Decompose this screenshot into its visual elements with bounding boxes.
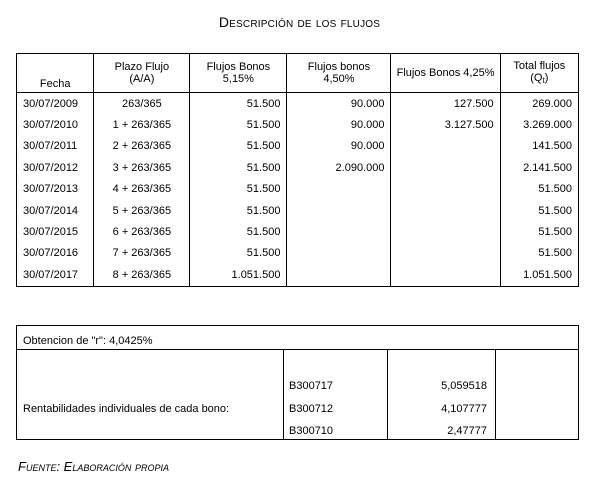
table-row [17,136,579,157]
cell-flujo-425 [391,264,500,286]
cell-fecha: 30/07/2011 [17,136,94,157]
bond-name: B300712 [289,403,334,415]
cell-total: 2.141.500 [500,157,578,178]
cell-flujo-515: 51.500 [190,93,287,115]
cell-total: 51.500 [500,200,578,221]
rentabilidades-label: Rentabilidades individuales de cada bono: [23,403,230,415]
cell-fecha: 30/07/2014 [17,200,94,221]
source-footer: Fuente: Elaboración propia [18,459,169,474]
table-row [17,243,579,264]
cell-total: 3.269.000 [500,114,578,135]
cell-flujo-515: 51.500 [190,221,287,242]
cell-fecha: 30/07/2017 [17,264,94,286]
flows-table [16,53,579,287]
cell-flujo-515: 51.500 [190,114,287,135]
table-header-row [17,54,579,93]
cell-fecha: 30/07/2009 [17,93,94,115]
cell-flujo-450 [287,200,391,221]
cell-plazo: 2 + 263/365 [94,136,190,157]
cell-flujo-425 [391,221,500,242]
bond-value: 2,47777 [447,425,487,437]
cell-fecha: 30/07/2012 [17,157,94,178]
divider [283,349,284,439]
cell-flujo-450: 90.000 [287,114,391,135]
header-total-flujos: Total flujos $(Q_t)$ [500,54,578,93]
table-row [17,114,579,135]
bond-name: B300710 [289,425,334,437]
cell-flujo-425 [391,243,500,264]
cell-flujo-450 [287,221,391,242]
cell-plazo: 263/365 [94,93,190,115]
table-row [17,221,579,242]
cell-plazo: 3 + 263/365 [94,157,190,178]
cell-plazo: 4 + 263/365 [94,179,190,200]
table-row [17,264,579,286]
bond-name: B300717 [289,380,334,392]
cell-flujo-450: 2.090.000 [287,157,391,178]
cell-flujo-515: 51.500 [190,157,287,178]
header-flujos-bonos-425: Flujos Bonos 4,25% [391,54,500,93]
divider [387,349,388,439]
cell-flujo-425 [391,179,500,200]
cell-flujo-515: 51.500 [190,179,287,200]
cell-fecha: 30/07/2015 [17,221,94,242]
cell-total: 51.500 [500,179,578,200]
cell-flujo-450: 90.000 [287,93,391,115]
header-flujos-bonos-450: Flujos bonos 4,50% [287,54,391,93]
obtencion-r-text: Obtencion de "r": 4,0425% [23,335,153,347]
cell-plazo: 1 + 263/365 [94,114,190,135]
header-flujos-bonos-515: Flujos Bonos 5,15% [190,54,287,93]
cell-total: 1.051.500 [500,264,578,286]
cell-total: 141.500 [500,136,578,157]
cell-flujo-515: 51.500 [190,200,287,221]
cell-plazo: 7 + 263/365 [94,243,190,264]
bond-value: 4,107777 [441,403,487,415]
table-row [17,157,579,178]
bond-value: 5,059518 [441,380,487,392]
cell-plazo: 8 + 263/365 [94,264,190,286]
cell-fecha: 30/07/2010 [17,114,94,135]
header-plazo-flujo: Plazo Flujo (A/A) [94,54,190,93]
cell-flujo-515: 1.051.500 [190,264,287,286]
cell-total: 269.000 [500,93,578,115]
cell-flujo-450: 90.000 [287,136,391,157]
divider [17,349,578,350]
cell-flujo-425: 127.500 [391,93,500,115]
cell-flujo-515: 51.500 [190,136,287,157]
table-row [17,93,579,115]
cell-total: 51.500 [500,221,578,242]
cell-total: 51.500 [500,243,578,264]
cell-flujo-425 [391,157,500,178]
cell-flujo-450 [287,179,391,200]
cell-flujo-515: 51.500 [190,243,287,264]
cell-flujo-425 [391,136,500,157]
page-title: Descripción de los flujos [218,14,381,30]
cell-fecha: 30/07/2016 [17,243,94,264]
cell-flujo-425: 3.127.500 [391,114,500,135]
cell-fecha: 30/07/2013 [17,179,94,200]
table-row [17,200,579,221]
cell-flujo-450 [287,243,391,264]
cell-flujo-425 [391,200,500,221]
cell-flujo-450 [287,264,391,286]
divider [495,349,496,439]
header-fecha: Fecha [17,54,94,93]
table-row [17,179,579,200]
cell-plazo: 6 + 263/365 [94,221,190,242]
summary-box [16,325,579,440]
cell-plazo: 5 + 263/365 [94,200,190,221]
